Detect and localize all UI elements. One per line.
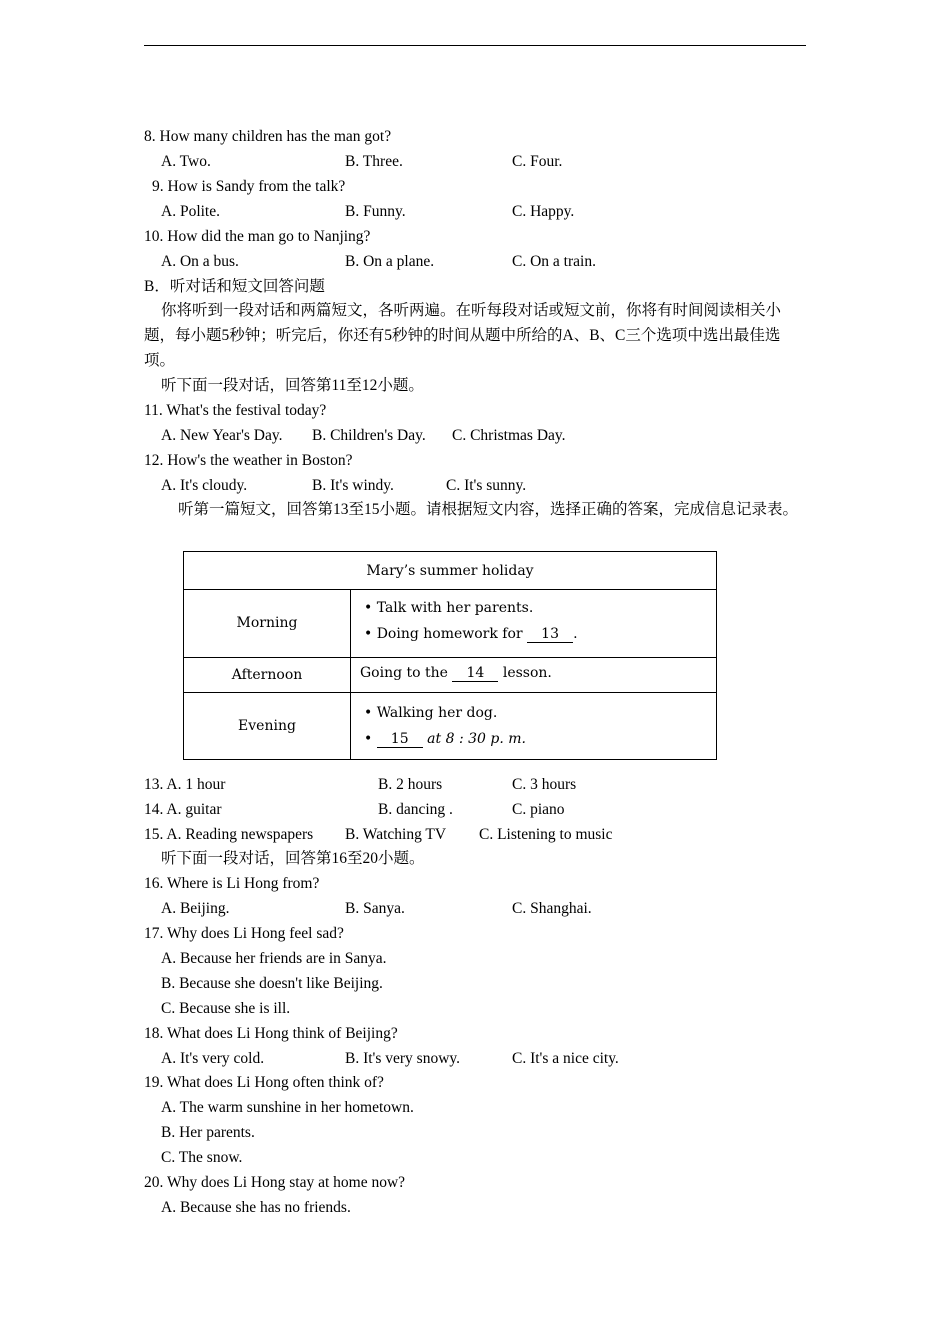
afternoon-prefix: Going to the: [360, 665, 448, 681]
passage-1-intro: 听第一篇短文，回答第13至15小题。请根据短文内容，选择正确的答案，完成信息记录表。: [178, 501, 799, 518]
question-10-option-b: B. On a plane.: [345, 253, 435, 270]
question-12-option-a: A. It's cloudy.: [161, 477, 248, 494]
question-10-stem: 10. How did the man go to Nanjing?: [144, 228, 371, 245]
row-label-afternoon: Afternoon: [231, 666, 303, 683]
morning-line-1: • Talk with her parents.: [364, 600, 534, 616]
question-9-stem: 9. How is Sandy from the talk?: [152, 178, 346, 195]
section-b-heading: B．听对话和短文回答问题: [144, 278, 325, 295]
question-17-option-a: A. Because her friends are in Sanya.: [161, 950, 387, 967]
header-rule: [144, 45, 806, 46]
question-20-option-a: A. Because she has no friends.: [161, 1199, 351, 1216]
question-14-option-b: B. dancing .: [378, 801, 453, 818]
morning-line-2-prefix: • Doing homework for: [364, 626, 523, 642]
question-8-option-a: A. Two.: [161, 153, 211, 170]
afternoon-line: [360, 665, 552, 682]
question-11-option-c: C. Christmas Day.: [452, 427, 566, 444]
question-8-stem: 8. How many children has the man got?: [144, 128, 392, 145]
question-14-option-c: C. piano: [512, 801, 565, 818]
evening-line-2-suffix: at 8 : 30 p. m.: [427, 731, 526, 747]
question-17-option-b: B. Because she doesn't like Beijing.: [161, 975, 383, 992]
question-18-option-c: C. It's a nice city.: [512, 1050, 619, 1067]
question-16-stem: 16. Where is Li Hong from?: [144, 875, 320, 892]
row-label-morning: Morning: [236, 615, 298, 631]
table-title: Mary’s summer holiday: [366, 562, 534, 579]
question-10-option-c: C. On a train.: [512, 253, 596, 270]
question-19-option-c: C. The snow.: [161, 1149, 243, 1166]
question-14-option-a: 14. A. guitar: [144, 801, 222, 818]
question-11-stem: 11. What's the festival today?: [144, 402, 327, 419]
question-11-option-b: B. Children's Day.: [312, 427, 426, 444]
question-11-option-a: A. New Year's Day.: [161, 427, 283, 444]
blank-14: 14: [452, 665, 498, 682]
question-10-option-a: A. On a bus.: [161, 253, 239, 270]
evening-line-2: [364, 731, 526, 748]
question-18-option-a: A. It's very cold.: [161, 1050, 265, 1067]
evening-line-2-prefix: •: [364, 731, 373, 747]
question-19-option-b: B. Her parents.: [161, 1124, 255, 1141]
question-9-option-c: C. Happy.: [512, 203, 575, 220]
question-13-option-b: B. 2 hours: [378, 776, 443, 793]
question-12-option-c: C. It's sunny.: [446, 477, 527, 494]
question-15-option-a: 15. A. Reading newspapers: [144, 826, 314, 843]
evening-line-1: • Walking her dog.: [364, 705, 498, 721]
question-13-option-a: 13. A. 1 hour: [144, 776, 226, 793]
question-19-option-a: A. The warm sunshine in her hometown.: [161, 1099, 414, 1116]
question-15-option-b: B. Watching TV: [345, 826, 447, 843]
morning-line-2: [364, 626, 578, 643]
question-9-option-b: B. Funny.: [345, 203, 406, 220]
question-16-option-a: A. Beijing.: [161, 900, 230, 917]
question-19-stem: 19. What does Li Hong often think of?: [144, 1074, 384, 1091]
afternoon-suffix: lesson.: [502, 665, 552, 681]
info-record-table: [183, 551, 717, 760]
question-9-option-a: A. Polite.: [161, 203, 220, 220]
question-12-stem: 12. How's the weather in Boston?: [144, 452, 353, 469]
question-8-option-c: C. Four.: [512, 153, 563, 170]
blank-15: 15: [377, 731, 423, 748]
question-15-option-c: C. Listening to music: [479, 826, 613, 843]
question-18-option-b: B. It's very snowy.: [345, 1050, 461, 1067]
question-12-option-b: B. It's windy.: [312, 477, 394, 494]
question-8-option-b: B. Three.: [345, 153, 403, 170]
question-20-stem: 20. Why does Li Hong stay at home now?: [144, 1174, 406, 1191]
row-label-evening: Evening: [238, 717, 296, 734]
blank-13: 13: [527, 626, 573, 643]
morning-line-2-suffix: .: [573, 626, 578, 642]
dialog-2-intro: 听下面一段对话，回答第16至20小题。: [161, 850, 425, 867]
question-16-option-b: B. Sanya.: [345, 900, 405, 917]
question-17-stem: 17. Why does Li Hong feel sad?: [144, 925, 344, 942]
question-16-option-c: C. Shanghai.: [512, 900, 592, 917]
question-18-stem: 18. What does Li Hong think of Beijing?: [144, 1025, 398, 1042]
dialog-1-intro: 听下面一段对话，回答第11至12小题。: [161, 377, 424, 394]
table-column-divider: [350, 589, 351, 759]
question-13-option-c: C. 3 hours: [512, 776, 577, 793]
section-b-instructions: 你将听到一段对话和两篇短文，各听两遍。在听每段对话或短文前，你将有时间阅读相关小题，每小题5秒钟；听完后，你还有5秒钟的时间从题中所给的A、B、C三个选项中选出最佳选项。: [144, 302, 782, 369]
question-17-option-c: C. Because she is ill.: [161, 1000, 291, 1017]
